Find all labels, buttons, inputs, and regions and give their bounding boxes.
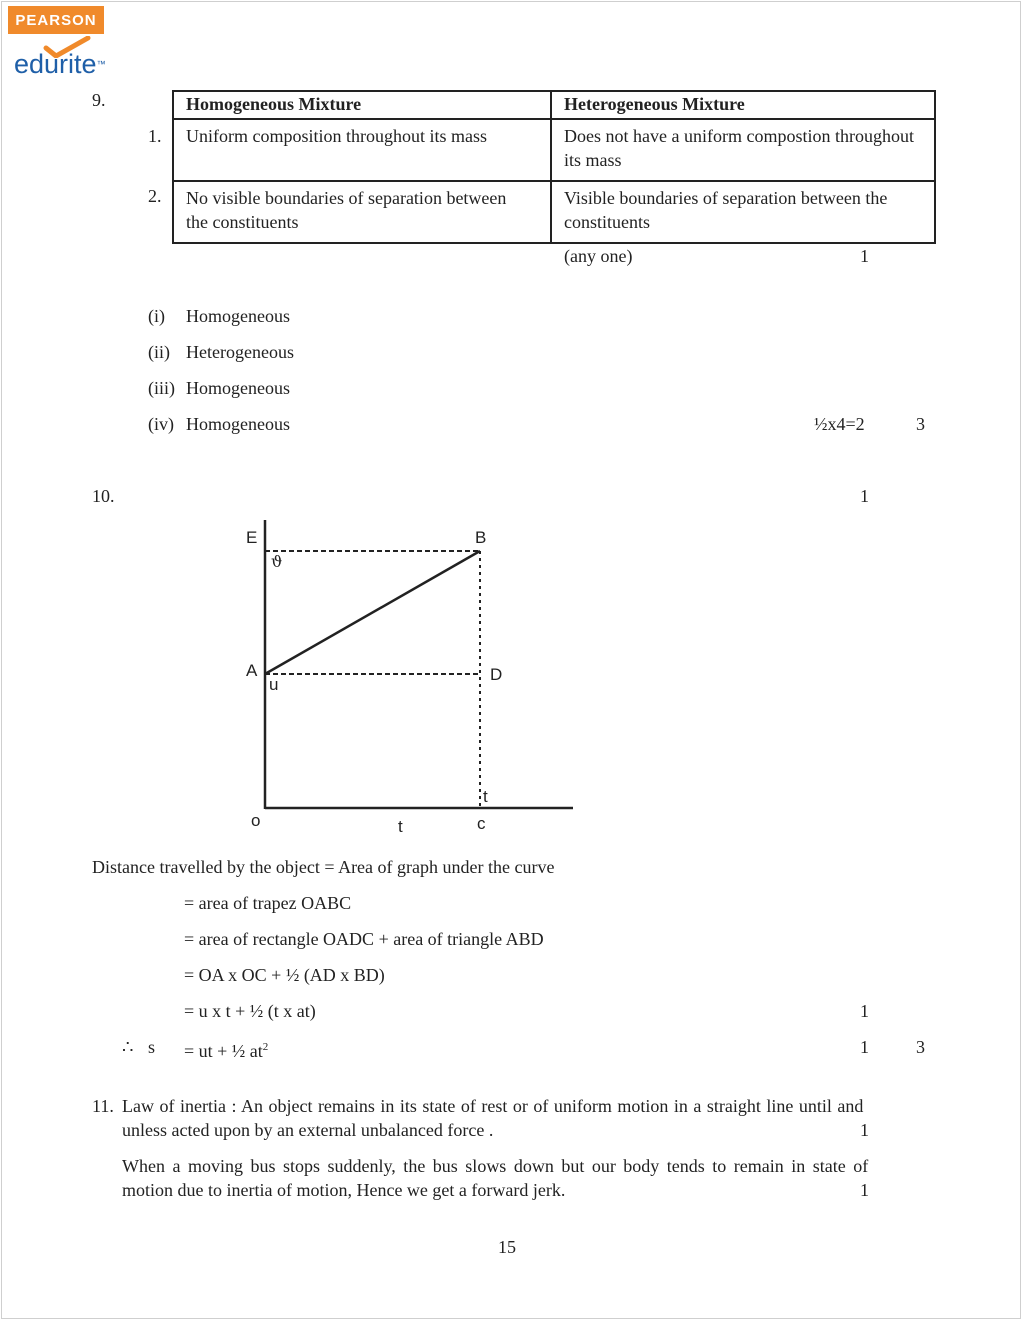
derivation-step: = area of rectangle OADC + area of triangle ABD	[184, 929, 544, 949]
derivation-step: = OA x OC + ½ (AD x BD)	[184, 965, 385, 985]
cell-line: constituents	[564, 212, 650, 232]
cell-homogeneous	[173, 119, 551, 181]
header-heterogeneous: Heterogeneous Mixture	[551, 91, 935, 119]
q9-mark: 1	[860, 246, 869, 266]
answer-text: Heterogeneous	[186, 342, 294, 362]
q9-row-number: 1.	[148, 126, 162, 146]
answer-label: (iv)	[148, 414, 174, 434]
q11-mark: 1	[860, 1120, 869, 1140]
half-marks: ½x4=2	[814, 414, 865, 434]
table-row	[173, 181, 935, 243]
q11-mark: 1	[860, 1180, 869, 1200]
exponent: 2	[262, 1041, 269, 1053]
answer-text: Homogeneous	[186, 378, 290, 398]
cell-heterogeneous	[551, 181, 935, 243]
label-A: A	[246, 661, 258, 680]
pearson-logo-badge: PEARSON	[8, 6, 104, 34]
derivation-intro: Distance travelled by the object = Area of graph under the curve	[92, 857, 555, 877]
trademark-symbol: ™	[96, 59, 106, 69]
q9-total: 3	[916, 414, 925, 434]
cell-line: Does not have a uniform compostion throughout	[564, 126, 914, 146]
answer-label: (i)	[148, 306, 165, 326]
cell-line: Visible boundaries of separation between the	[564, 188, 888, 208]
edurite-logo	[14, 48, 106, 80]
any-one-note: (any one)	[564, 246, 633, 266]
table-header-row	[173, 91, 935, 119]
line-AB	[265, 551, 480, 674]
mixture-comparison-table	[172, 90, 936, 244]
q11-line: When a moving bus stops suddenly, the bus slows down but our body tends to remain in state of	[122, 1156, 869, 1176]
q9-row-number: 2.	[148, 186, 162, 206]
q10-mark: 1	[860, 486, 869, 506]
label-C: c	[477, 814, 486, 833]
table-row	[173, 119, 935, 181]
label-theta: ϑ	[271, 552, 283, 571]
q10-total: 3	[916, 1037, 925, 1057]
q11-line: Law of inertia : An object remains in its state of rest or of uniform motion in a straight line until and	[122, 1096, 864, 1116]
final-equation-text: = ut + ½ at	[184, 1041, 263, 1061]
q11-line: motion due to inertia of motion, Hence we get a forward jerk.	[122, 1180, 566, 1200]
edurite-wordmark: edurite	[14, 49, 97, 79]
label-u: u	[269, 675, 279, 694]
label-t-mark: t	[483, 787, 488, 806]
q11-number: 11.	[92, 1096, 114, 1116]
answer-label: (iii)	[148, 378, 175, 398]
cell-line: No visible boundaries of separation between	[186, 188, 507, 208]
cell-line: the constituents	[186, 212, 299, 232]
final-equation	[184, 1035, 268, 1063]
page-number: 15	[498, 1237, 516, 1257]
derivation-step: = u x t + ½ (t x at)	[184, 1001, 316, 1021]
label-t-axis: t	[398, 817, 403, 836]
header-homogeneous: Homogeneous Mixture	[173, 91, 551, 119]
q10-number: 10.	[92, 486, 115, 506]
s-label: s	[148, 1037, 156, 1057]
label-O: o	[251, 811, 261, 830]
q11-line: unless acted upon by an external unbalanced force .	[122, 1120, 494, 1140]
answer-text: Homogeneous	[186, 306, 290, 326]
step-mark: 1	[860, 1001, 869, 1021]
final-mark: 1	[860, 1037, 869, 1057]
velocity-time-graph	[240, 515, 580, 840]
answer-text: Homogeneous	[186, 414, 290, 434]
therefore-symbol: ∴	[122, 1037, 134, 1057]
label-D: D	[490, 665, 503, 684]
answer-label: (ii)	[148, 342, 170, 362]
cell-homogeneous	[173, 181, 551, 243]
cell-line: its mass	[564, 150, 622, 170]
cell-heterogeneous	[551, 119, 935, 181]
label-E: E	[246, 528, 258, 547]
cell-line: Uniform composition throughout its mass	[186, 126, 487, 146]
label-B: B	[475, 528, 487, 547]
derivation-step: = area of trapez OABC	[184, 893, 352, 913]
q9-number: 9.	[92, 90, 106, 110]
